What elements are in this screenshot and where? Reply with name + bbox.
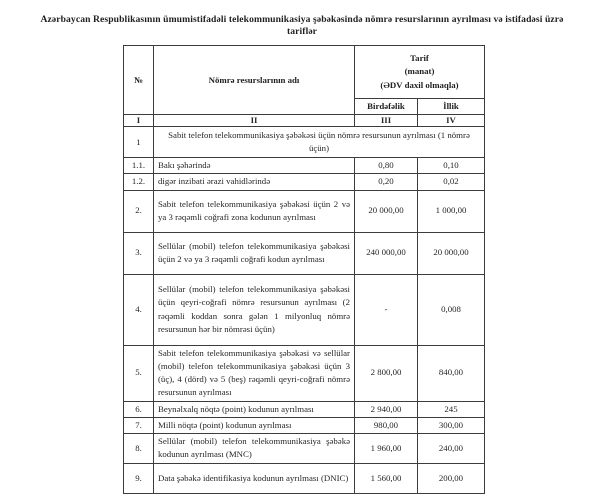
table-row [124, 174, 485, 190]
row-number: 1.2. [124, 174, 154, 190]
yearly-value: 1 000,00 [418, 190, 485, 232]
tariff-table [123, 45, 485, 494]
onetime-value: 2 940,00 [355, 401, 418, 417]
row-name: Sellülar (mobil) telefon telekommunikasiya şəbəkə kodunun ayrılması (MNC) [154, 433, 355, 463]
onetime-value: 1 960,00 [355, 433, 418, 463]
row-name: Sabit telefon telekommunikasiya şəbəkəsi üçün nömrə resursunun ayrılması (1 nömrə üçün) [154, 127, 485, 158]
row-name: Sellülar (mobil) telefon telekommunikasiya şəbəkəsi üçün 2 və ya 3 rəqəmli coğrafi kodun ayrılması [154, 232, 355, 274]
table-row [124, 232, 485, 274]
row-name: digər inzibati ərazi vahidlərində [154, 174, 355, 190]
table-row [124, 345, 485, 401]
row-number: 5. [124, 345, 154, 401]
yearly-value: 0,008 [418, 274, 485, 345]
column-index-1: I [124, 115, 154, 127]
onetime-value: - [355, 274, 418, 345]
row-name: Sabit telefon telekommunikasiya şəbəkəsi üçün 2 və ya 3 rəqəmli coğrafi zona kodunun ayrılması [154, 190, 355, 232]
row-name: Data şəbəkə identifikasiya kodunun ayrılması (DNIC) [154, 463, 355, 493]
header-no: № [124, 46, 154, 115]
row-number: 3. [124, 232, 154, 274]
yearly-value: 240,00 [418, 433, 485, 463]
table-header-row [124, 46, 485, 99]
row-name: Bakı şəhərində [154, 158, 355, 174]
table-row [124, 417, 485, 433]
row-name: Milli nöqtə (point) kodunun ayrılması [154, 417, 355, 433]
header-tarif [355, 46, 485, 99]
document-title: Azərbaycan Respublikasının ümumistifadəli telekommunikasiya şəbəkəsində nömrə resurslarının ayrılması və istifadəsi üzrə tariflər [40, 14, 564, 37]
column-index-row [124, 115, 485, 127]
table-row [124, 401, 485, 417]
table-row [124, 158, 485, 174]
onetime-value: 2 800,00 [355, 345, 418, 401]
onetime-value: 0,20 [355, 174, 418, 190]
header-onetime: Birdəfəlik [355, 99, 418, 115]
yearly-value: 840,00 [418, 345, 485, 401]
column-index-3: III [355, 115, 418, 127]
row-number: 7. [124, 417, 154, 433]
header-yearly: İllik [418, 99, 485, 115]
table-row [124, 127, 485, 158]
onetime-value: 0,80 [355, 158, 418, 174]
row-name: Sellülar (mobil) telefon telekommunikasiya şəbəkəsi üçün qeyri-coğrafi nömrə resursunun ayrılması (2 rəqəmli koddan sonra gələn 1 milyonluq nömrə resursunun hər bir nömrəsi üçün) [154, 274, 355, 345]
onetime-value: 980,00 [355, 417, 418, 433]
row-number: 6. [124, 401, 154, 417]
column-index-2: II [154, 115, 355, 127]
table-row [124, 433, 485, 463]
header-resource-name: Nömrə resurslarının adı [154, 46, 355, 115]
yearly-value: 20 000,00 [418, 232, 485, 274]
yearly-value: 0,02 [418, 174, 485, 190]
table-row [124, 274, 485, 345]
row-number: 9. [124, 463, 154, 493]
table-row [124, 190, 485, 232]
row-number: 4. [124, 274, 154, 345]
yearly-value: 0,10 [418, 158, 485, 174]
row-number: 1 [124, 127, 154, 158]
header-tarif-line2: (manat) [404, 66, 435, 77]
yearly-value: 245 [418, 401, 485, 417]
header-tarif-line1: Tarif [410, 53, 429, 64]
row-number: 1.1. [124, 158, 154, 174]
onetime-value: 1 560,00 [355, 463, 418, 493]
column-index-4: IV [418, 115, 485, 127]
row-number: 8. [124, 433, 154, 463]
row-name: Beynəlxalq nöqtə (point) kodunun ayrılması [154, 401, 355, 417]
row-name: Sabit telefon telekommunikasiya şəbəkəsi və sellülar (mobil) telefon telekommunikasiya şəbəkəsi üçün 3 (üç), 4 (dörd) və 5 (beş) rəqəmli qeyri-coğrafi nömrə resursunun ayrılması [154, 345, 355, 401]
row-number: 2. [124, 190, 154, 232]
yearly-value: 200,00 [418, 463, 485, 493]
table-row [124, 463, 485, 493]
yearly-value: 300,00 [418, 417, 485, 433]
onetime-value: 240 000,00 [355, 232, 418, 274]
onetime-value: 20 000,00 [355, 190, 418, 232]
header-tarif-line3: (ƏDV daxil olmaqla) [380, 79, 459, 90]
